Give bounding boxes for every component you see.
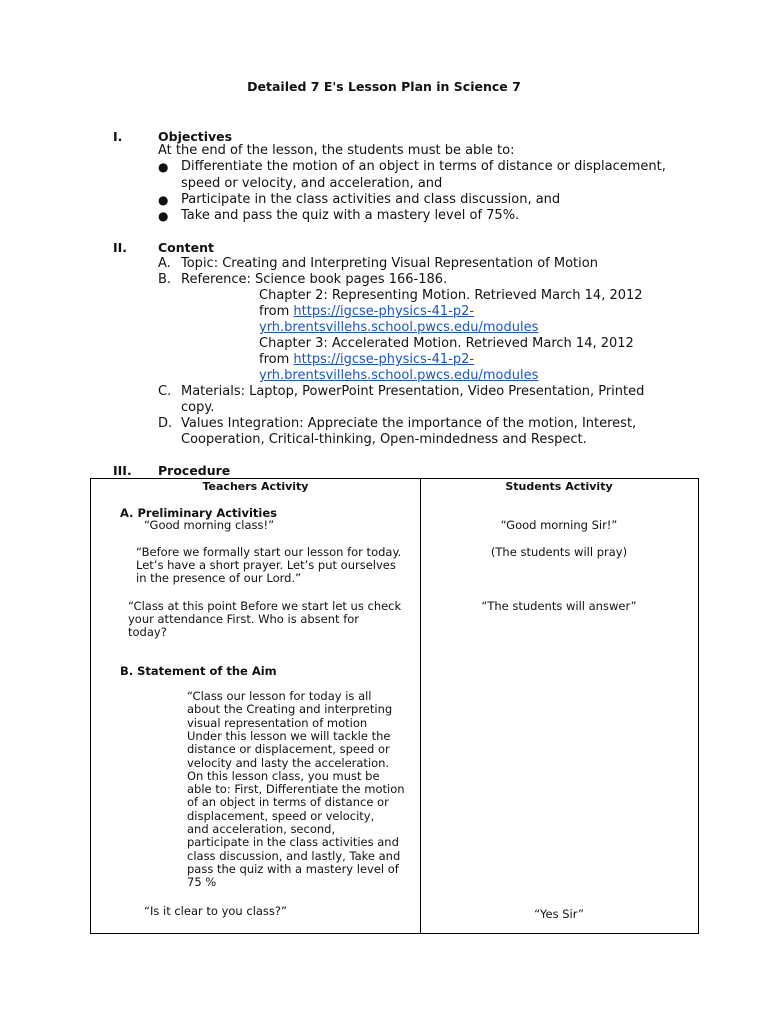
from-text: from xyxy=(259,352,294,367)
content-values-cont: Cooperation, Critical-thinking, Open-mindedness and Respect. xyxy=(181,432,587,447)
teacher-attendance-line: your attendance First. Who is absent for xyxy=(128,612,360,626)
section-heading-objectives: Objectives xyxy=(158,129,233,144)
content-letter-b: B. xyxy=(158,272,172,287)
teacher-prayer-line: “Before we formally start our lesson for today. xyxy=(136,545,402,559)
objectives-intro: At the end of the lesson, the students must be able to: xyxy=(158,143,515,158)
teacher-clear-question: “Is it clear to you class?” xyxy=(144,904,287,918)
bullet-dot: ● xyxy=(158,160,169,174)
content-materials-cont: copy. xyxy=(181,400,215,415)
teacher-prayer-line: Let’s have a short prayer. Let’s put ourselves xyxy=(136,558,396,572)
reference-link-chapter-3-cont[interactable]: yrh.brentsvillehs.school.pwcs.edu/modules xyxy=(259,368,539,383)
objective-item: Take and pass the quiz with a mastery level of 75%. xyxy=(181,208,520,223)
content-letter-c: C. xyxy=(158,384,172,399)
content-values: Values Integration: Appreciate the importance of the motion, Interest, xyxy=(181,416,637,431)
objective-item: Participate in the class activities and class discussion, and xyxy=(181,192,561,207)
teacher-aim-line: Under this lesson we will tackle the xyxy=(187,728,391,743)
statement-of-aim-heading: B. Statement of the Aim xyxy=(120,664,277,678)
teacher-prayer-line: in the presence of our Lord.” xyxy=(136,571,302,585)
section-numeral-content: II. xyxy=(113,240,128,255)
document-title: Detailed 7 E's Lesson Plan in Science 7 xyxy=(247,79,521,94)
reference-link-chapter-2[interactable]: https://igcse-physics-41-p2- xyxy=(293,304,475,319)
section-numeral-procedure: III. xyxy=(113,463,132,478)
student-greeting: “Good morning Sir!” xyxy=(500,518,618,532)
from-text: from xyxy=(259,304,294,319)
teacher-aim-line: and acceleration, second, xyxy=(187,822,336,836)
content-letter-d: D. xyxy=(158,416,173,431)
teacher-aim-line: distance or displacement, speed or xyxy=(187,742,390,757)
reference-chapter-3-from xyxy=(259,352,474,368)
teacher-aim-line: pass the quiz with a mastery level of xyxy=(187,861,399,876)
preliminary-activities-heading: A. Preliminary Activities xyxy=(120,506,277,520)
teacher-aim-line: velocity and lasty the acceleration. xyxy=(187,755,390,770)
teacher-aim-line: of an object in terms of distance or xyxy=(187,795,389,810)
reference-link-chapter-3[interactable]: https://igcse-physics-41-p2- xyxy=(293,352,475,367)
objective-item-cont: speed or velocity, and acceleration, and xyxy=(181,176,443,191)
bullet-dot: ● xyxy=(158,193,169,207)
content-letter-a: A. xyxy=(158,256,171,271)
students-activity-header: Students Activity xyxy=(505,480,613,493)
teacher-attendance-line: “Class at this point Before we start let us check xyxy=(128,599,402,613)
content-materials: Materials: Laptop, PowerPoint Presentation, Video Presentation, Printed xyxy=(181,384,645,399)
teacher-attendance-line: today? xyxy=(128,625,167,639)
content-reference: Reference: Science book pages 166-186. xyxy=(181,272,448,287)
teacher-aim-line: displacement, speed or velocity, xyxy=(187,808,375,823)
section-heading-procedure: Procedure xyxy=(158,463,231,478)
teachers-activity-header: Teachers Activity xyxy=(202,480,309,493)
teacher-aim-line: participate in the class activities and xyxy=(187,835,399,850)
section-numeral-objectives: I. xyxy=(113,129,123,144)
teacher-greeting: “Good morning class!” xyxy=(144,518,275,532)
teacher-aim-line: visual representation of motion xyxy=(187,715,368,730)
teacher-aim-line: 75 % xyxy=(187,875,217,890)
reference-chapter-2-from xyxy=(259,304,474,320)
content-topic: Topic: Creating and Interpreting Visual Representation of Motion xyxy=(181,256,598,271)
reference-link-chapter-2-cont[interactable]: yrh.brentsvillehs.school.pwcs.edu/modules xyxy=(259,320,539,335)
student-pray: (The students will pray) xyxy=(490,545,628,559)
objective-item: Differentiate the motion of an object in terms of distance or displacement, xyxy=(181,159,666,174)
teacher-aim-line: class discussion, and lastly, Take and xyxy=(187,848,401,863)
teacher-aim-line: about the Creating and interpreting xyxy=(187,702,393,717)
teacher-aim-line: “Class our lesson for today is all xyxy=(187,689,372,703)
bullet-dot: ● xyxy=(158,209,169,223)
reference-chapter-3: Chapter 3: Accelerated Motion. Retrieved March 14, 2012 xyxy=(259,336,634,351)
section-heading-content: Content xyxy=(158,240,214,255)
student-yes: “Yes Sir” xyxy=(534,907,584,921)
procedure-table xyxy=(90,478,699,934)
teacher-aim-line: On this lesson class, you must be xyxy=(187,768,380,783)
teacher-aim-line: able to: First, Differentiate the motion xyxy=(187,782,405,797)
reference-chapter-2: Chapter 2: Representing Motion. Retrieved March 14, 2012 xyxy=(259,288,643,303)
student-answer: “The students will answer” xyxy=(481,599,637,613)
